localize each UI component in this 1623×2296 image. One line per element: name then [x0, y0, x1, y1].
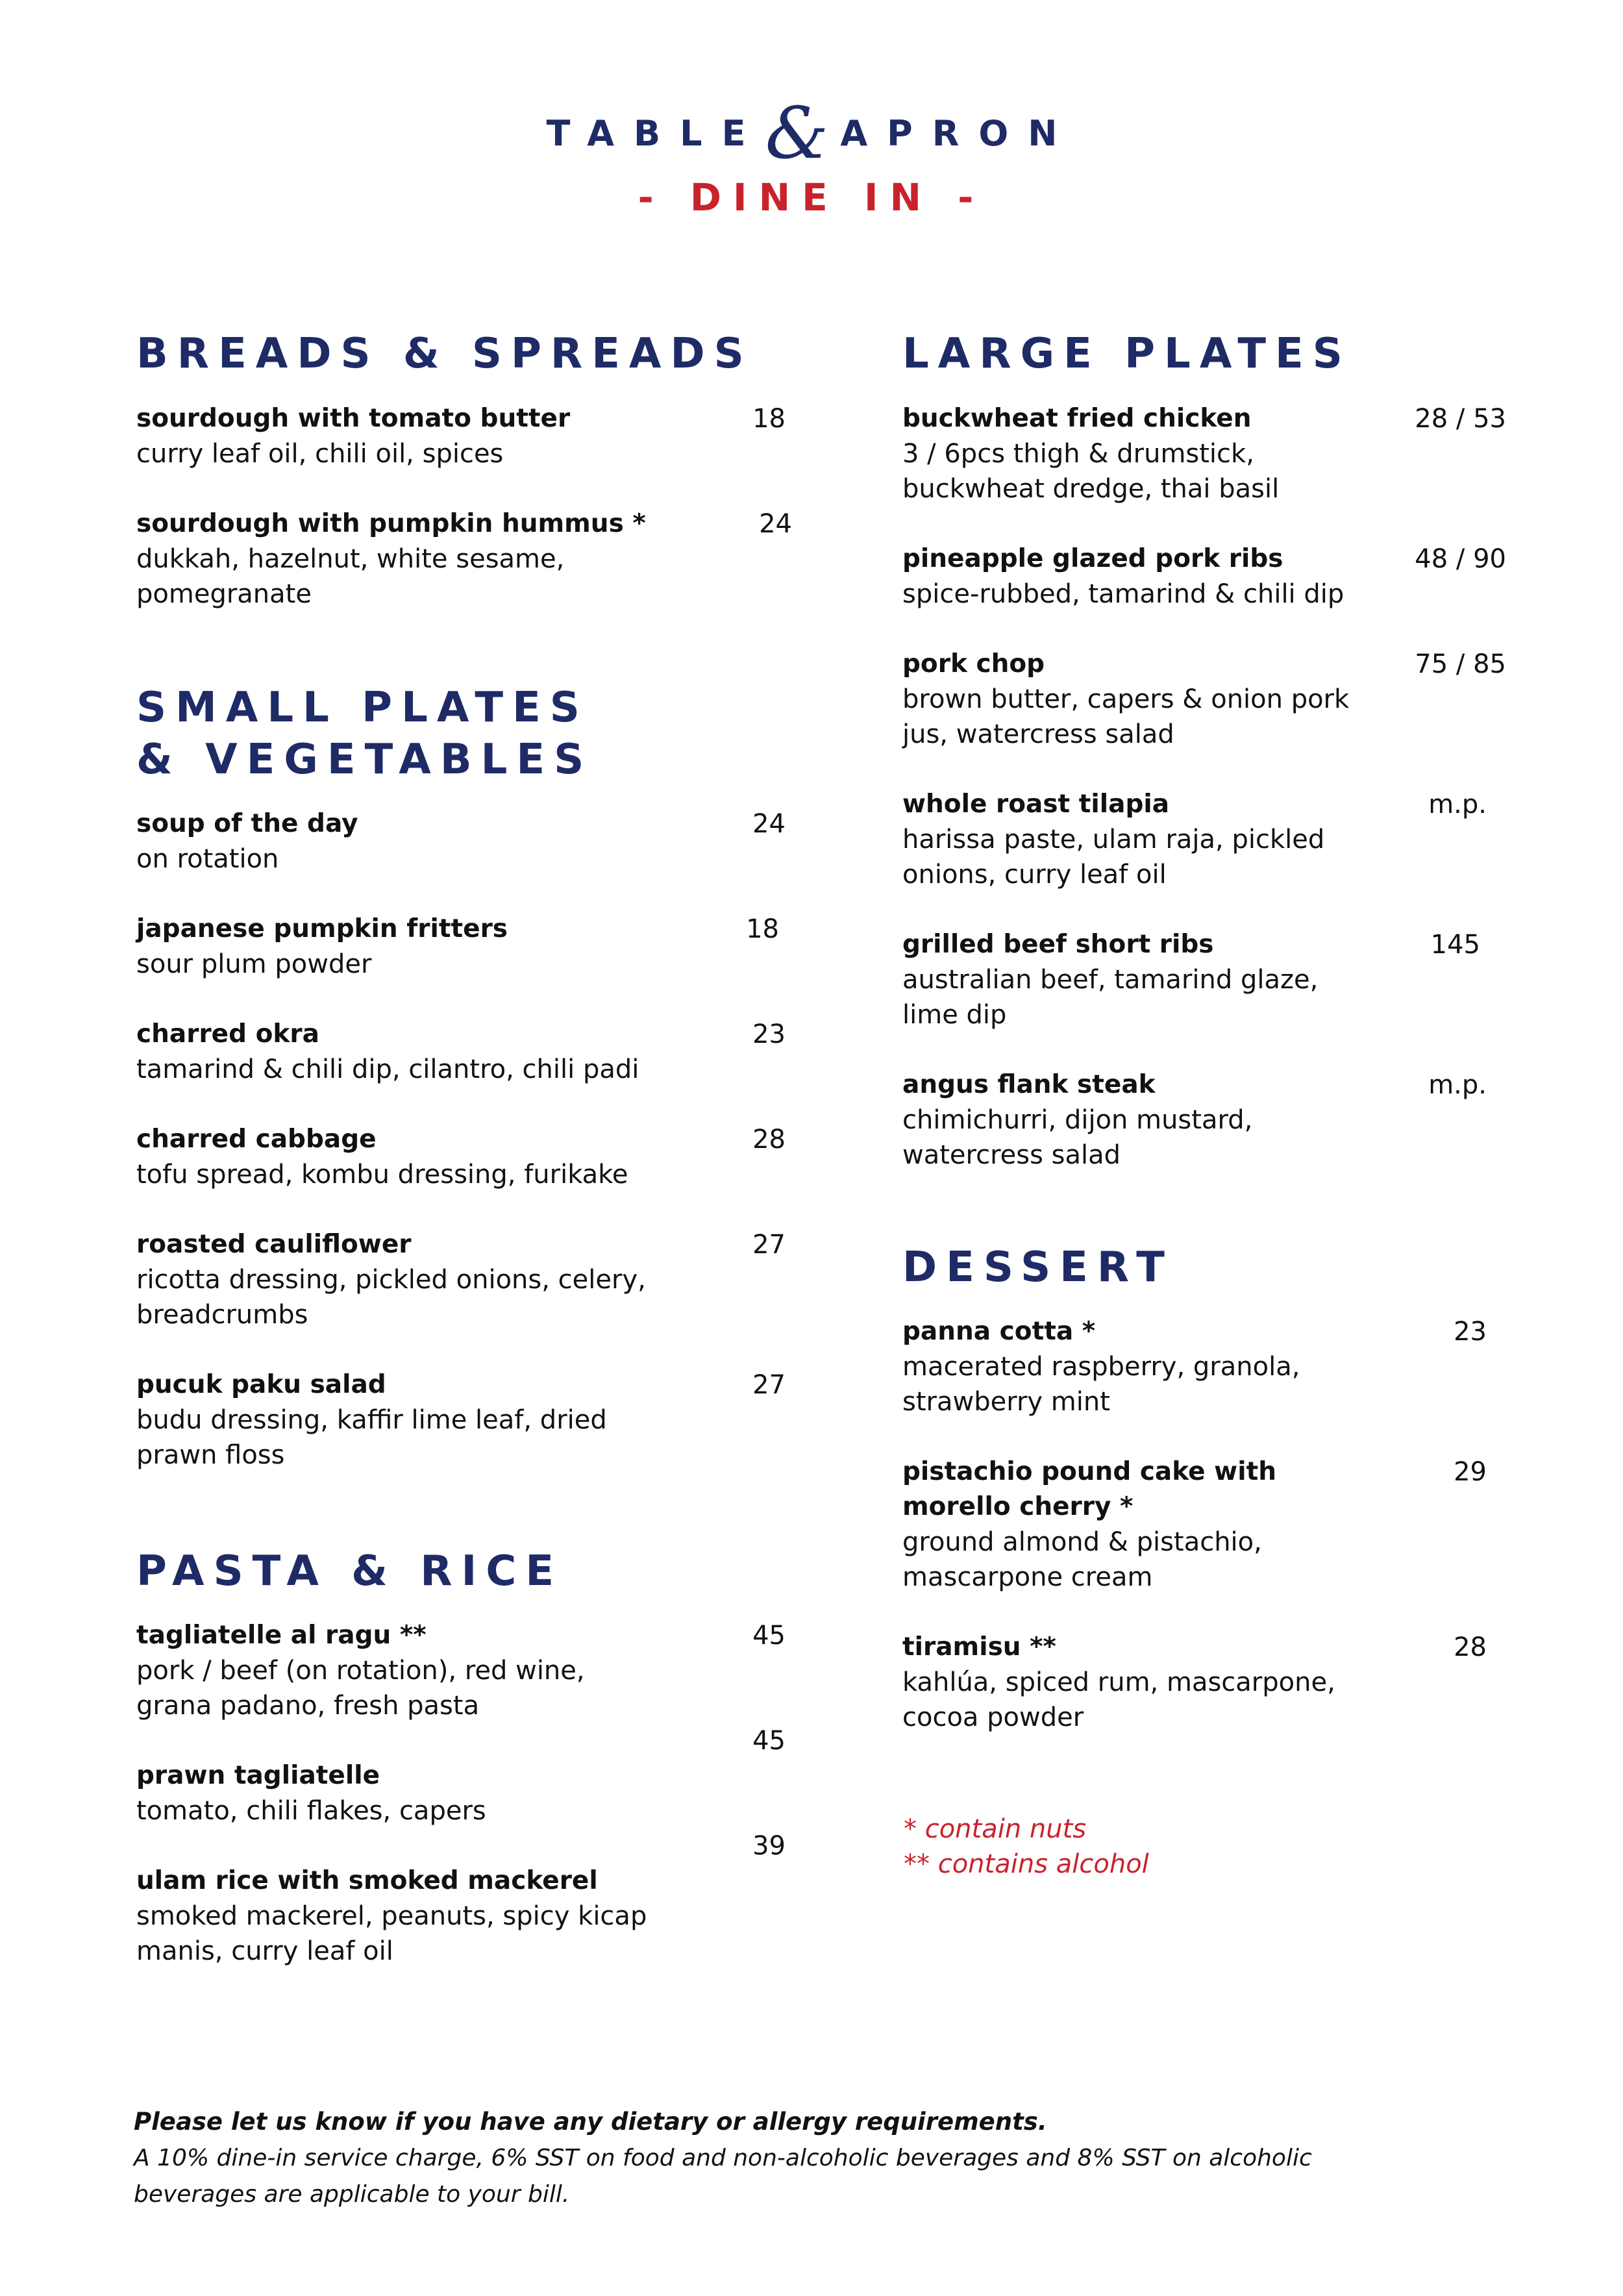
menu-item-price: 24: [752, 809, 786, 839]
section-title-large-plates: LARGE PLATES: [902, 330, 1352, 378]
brand-name-right: APRON: [840, 112, 1077, 154]
section-title-small-plates-line1: SMALL PLATES: [136, 684, 589, 732]
menu-item-desc: macerated raspberry, granola,: [902, 1352, 1300, 1382]
menu-item-name: ulam rice with smoked mackerel: [136, 1866, 598, 1895]
menu-item-desc: manis, curry leaf oil: [136, 1936, 393, 1966]
menu-item-desc: jus, watercress salad: [902, 719, 1174, 749]
menu-item-desc: on rotation: [136, 844, 279, 874]
menu-item-desc: cocoa powder: [902, 1703, 1084, 1732]
menu-item-price: 29: [1454, 1457, 1487, 1487]
menu-item-desc: buckwheat dredge, thai basil: [902, 474, 1280, 504]
menu-item-desc: kahlúa, spiced rum, mascarpone,: [902, 1667, 1335, 1697]
section-title-small-plates-line2: & VEGETABLES: [136, 736, 593, 784]
brand-ampersand: &: [765, 92, 829, 175]
menu-item-name: sourdough with pumpkin hummus *: [136, 509, 646, 538]
footer-service-charge-line2: beverages are applicable to your bill.: [134, 2181, 570, 2208]
menu-item-desc: mascarpone cream: [902, 1562, 1153, 1592]
menu-item-desc: breadcrumbs: [136, 1300, 308, 1330]
menu-item-name: prawn tagliatelle: [136, 1761, 380, 1790]
menu-item-price: 75 / 85: [1415, 649, 1506, 679]
menu-item-desc: lime dip: [902, 1000, 1007, 1030]
menu-item-name: pucuk paku salad: [136, 1370, 386, 1399]
menu-item-desc: spice-rubbed, tamarind & chili dip: [902, 579, 1344, 609]
footer-service-charge-line1: A 10% dine-in service charge, 6% SST on food and non-alcoholic beverages and 8% SST on alcoholic: [134, 2145, 1312, 2171]
menu-item-name-line2: morello cherry *: [902, 1492, 1134, 1521]
menu-item-desc: 3 / 6pcs thigh & drumstick,: [902, 439, 1254, 469]
menu-item-desc: sour plum powder: [136, 949, 372, 979]
menu-item-desc: tofu spread, kombu dressing, furikake: [136, 1160, 628, 1190]
menu-item-desc: dukkah, hazelnut, white sesame,: [136, 544, 565, 574]
menu-item-desc: chimichurri, dijon mustard,: [902, 1105, 1253, 1135]
menu-item-desc: onions, curry leaf oil: [902, 860, 1167, 890]
menu-item-desc: tamarind & chili dip, cilantro, chili padi: [136, 1054, 639, 1084]
menu-item-name: japanese pumpkin fritters: [136, 914, 508, 943]
menu-item-name: tiramisu **: [902, 1632, 1056, 1662]
menu-item-name: pistachio pound cake with: [902, 1457, 1276, 1486]
menu-item-price: 27: [752, 1370, 786, 1400]
menu-item-name: tagliatelle al ragu **: [136, 1621, 427, 1650]
menu-item-price: 23: [752, 1019, 786, 1049]
menu-item-name: angus flank steak: [902, 1070, 1156, 1099]
menu-item-price: 27: [752, 1230, 786, 1260]
menu-item-desc: pork / beef (on rotation), red wine,: [136, 1656, 585, 1686]
menu-item-name: pineapple glazed pork ribs: [902, 544, 1283, 573]
menu-subtitle: - DINE IN -: [638, 175, 985, 219]
menu-item-name: charred okra: [136, 1019, 319, 1049]
menu-item-desc: prawn floss: [136, 1440, 285, 1470]
footer-dietary-notice: Please let us know if you have any dietary or allergy requirements.: [134, 2108, 1047, 2136]
menu-item-desc: strawberry mint: [902, 1387, 1110, 1417]
menu-item-name: panna cotta *: [902, 1317, 1096, 1346]
menu-item-price: 28: [1454, 1632, 1487, 1662]
menu-item-desc: curry leaf oil, chili oil, spices: [136, 439, 504, 469]
menu-item-desc: australian beef, tamarind glaze,: [902, 965, 1319, 995]
menu-item-name: soup of the day: [136, 809, 358, 838]
menu-item-desc: budu dressing, kaffir lime leaf, dried: [136, 1405, 607, 1435]
menu-item-name: pork chop: [902, 649, 1045, 679]
menu-item-desc: smoked mackerel, peanuts, spicy kicap: [136, 1901, 647, 1931]
menu-item-desc: ground almond & pistachio,: [902, 1527, 1262, 1557]
menu-item-price: 45: [752, 1726, 786, 1756]
menu-item-price: m.p.: [1428, 790, 1487, 819]
menu-item-desc: harissa paste, ulam raja, pickled: [902, 825, 1325, 855]
menu-item-desc: watercress salad: [902, 1140, 1121, 1170]
menu-item-price: 24: [759, 509, 792, 539]
menu-item-name: whole roast tilapia: [902, 790, 1170, 819]
menu-item-desc: brown butter, capers & onion pork: [902, 684, 1350, 714]
menu-item-price: 18: [752, 404, 786, 434]
brand-logo: [0, 92, 1623, 175]
menu-item-name: charred cabbage: [136, 1125, 377, 1154]
menu-item-desc: grana padano, fresh pasta: [136, 1691, 480, 1721]
section-title-breads: BREADS & SPREADS: [136, 330, 753, 378]
menu-item-price: 28 / 53: [1415, 404, 1506, 434]
menu-item-price: m.p.: [1428, 1070, 1487, 1100]
menu-item-name: buckwheat fried chicken: [902, 404, 1252, 433]
menu-item-desc: ricotta dressing, pickled onions, celery,: [136, 1265, 646, 1295]
menu-item-price: 48 / 90: [1415, 544, 1506, 574]
menu-item-price: 45: [752, 1621, 786, 1651]
menu-item-name: grilled beef short ribs: [902, 930, 1214, 959]
menu-item-price: 28: [752, 1125, 786, 1154]
menu-item-price: 145: [1430, 930, 1480, 960]
menu-item-name: roasted cauliflower: [136, 1230, 412, 1259]
section-title-dessert: DESSERT: [902, 1243, 1174, 1292]
section-title-pasta: PASTA & RICE: [136, 1547, 564, 1595]
note-contains-alcohol: ** contains alcohol: [904, 1849, 1149, 1879]
menu-item-name: sourdough with tomato butter: [136, 404, 571, 433]
note-contains-nuts: * contain nuts: [904, 1814, 1087, 1844]
menu-item-desc: tomato, chili flakes, capers: [136, 1796, 486, 1826]
menu-item-desc: pomegranate: [136, 579, 312, 609]
menu-item-price: 18: [746, 914, 779, 944]
brand-name-left: TABLE: [546, 112, 765, 154]
menu-item-price: 39: [752, 1831, 786, 1861]
menu-item-price: 23: [1454, 1317, 1487, 1347]
